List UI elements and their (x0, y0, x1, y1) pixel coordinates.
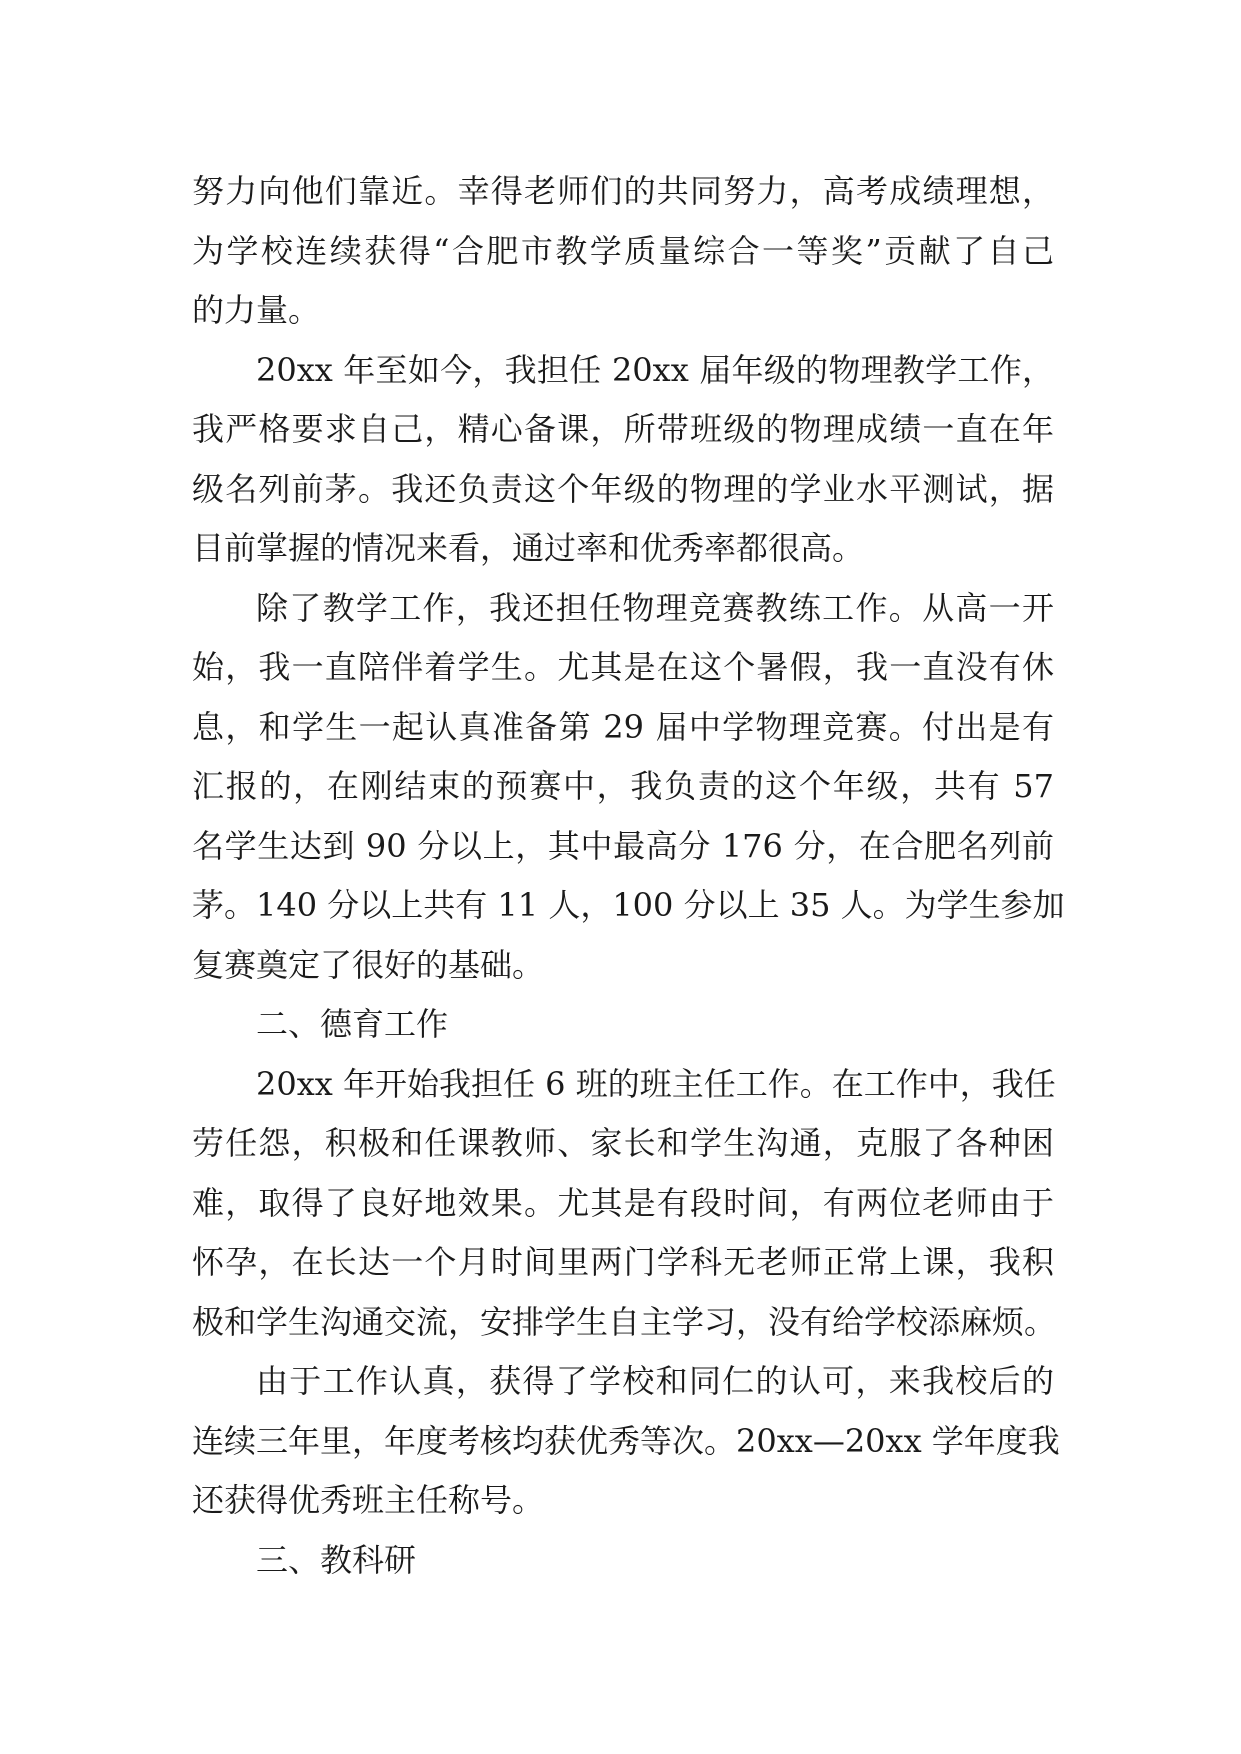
text-line: 名学生达到 90 分以上，其中最高分 176 分，在合肥名列前 (192, 826, 1054, 865)
text-line: 的力量。 (192, 291, 321, 329)
text-line: 汇报的，在刚结束的预赛中，我负责的这个年级，共有 57 (192, 767, 1054, 805)
document-body (192, 162, 1065, 1590)
text-line: 为学校连续获得“合肥市教学质量综合一等奖”贡献了自己 (192, 231, 1054, 270)
text-line: 始，我一直陪伴着学生。尤其是在这个暑假，我一直没有休 (192, 648, 1054, 686)
text-line: 努力向他们靠近。幸得老师们的共同努力，高考成绩理想， (192, 172, 1054, 210)
text-line: 目前掌握的情况来看，通过率和优秀率都很高。 (192, 529, 865, 567)
text-line: 极和学生沟通交流，安排学生自主学习，没有给学校添麻烦。 (192, 1302, 1057, 1341)
text-line: 还获得优秀班主任称号。 (192, 1481, 545, 1519)
section-heading: 三、教科研 (256, 1540, 417, 1579)
text-line: 复赛奠定了很好的基础。 (192, 945, 545, 984)
text-line: 劳任怨，积极和任课教师、家长和学生沟通，克服了各种困 (192, 1124, 1054, 1162)
text-line: 息，和学生一起认真准备第 29 届中学物理竞赛。付出是有 (192, 707, 1054, 746)
text-line: 20xx 年开始我担任 6 班的班主任工作。在工作中，我任 (256, 1064, 1056, 1103)
text-line: 由于工作认真，获得了学校和同仁的认可，来我校后的 (256, 1362, 1054, 1400)
text-line: 连续三年里，年度考核均获优秀等次。20xx—20xx 学年度我 (192, 1421, 1060, 1460)
section-heading: 二、德育工作 (256, 1005, 449, 1043)
text-line: 茅。140 分以上共有 11 人，100 分以上 35 人。为学生参加 (192, 886, 1065, 924)
text-line: 我严格要求自己，精心备课，所带班级的物理成绩一直在年 (192, 410, 1054, 448)
text-line: 级名列前茅。我还负责这个年级的物理的学业水平测试，据 (192, 469, 1054, 508)
text-line: 20xx 年至如今，我担任 20xx 届年级的物理教学工作， (256, 350, 1054, 389)
text-line: 难，取得了良好地效果。尤其是有段时间，有两位老师由于 (192, 1183, 1054, 1222)
text-line: 除了教学工作，我还担任物理竞赛教练工作。从高一开 (256, 588, 1054, 627)
text-line: 怀孕，在长达一个月时间里两门学科无老师正常上课，我积 (192, 1243, 1054, 1281)
